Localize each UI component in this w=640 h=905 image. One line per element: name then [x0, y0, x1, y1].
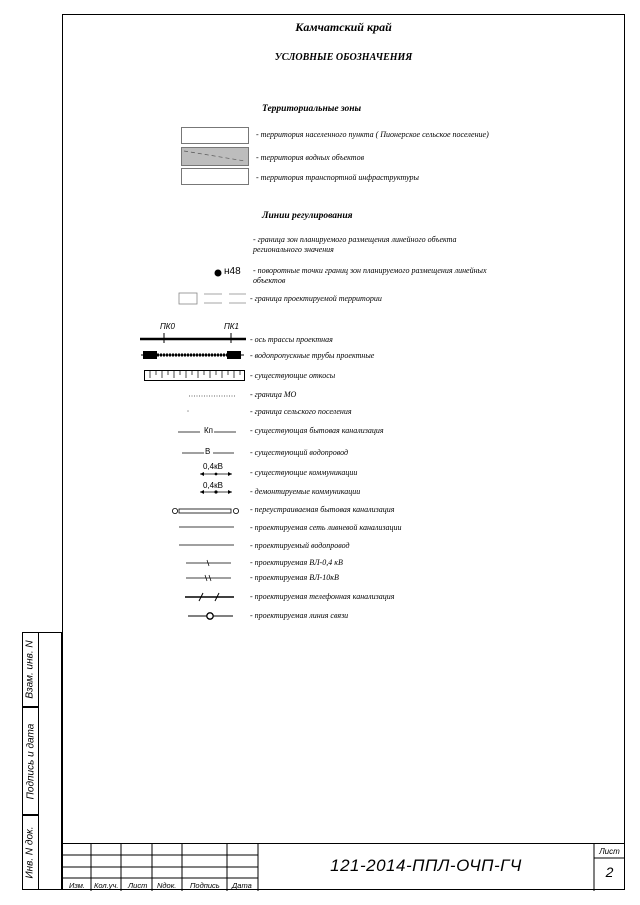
side-label-inventory: Инв. N док.	[25, 826, 36, 879]
zones-section-title: Территориальные зоны	[262, 104, 362, 114]
vl04-symbol	[186, 559, 232, 567]
col-ndok: Nдок.	[157, 881, 177, 890]
col-data: Дата	[232, 881, 252, 890]
pk1-label: ПК1	[224, 322, 239, 331]
slopes-label: - существующие откосы	[250, 371, 336, 380]
sheet-number: 2	[605, 864, 614, 880]
lines-section-title: Линии регулирования	[262, 211, 353, 221]
existing-sewer-code: Кп	[204, 426, 213, 435]
territory-boundary-label: - граница проектируемой территории	[250, 294, 382, 303]
col-podpis: Подпись	[190, 881, 220, 890]
side-label-signature: Подпись и дата	[25, 723, 36, 799]
storm-sewer-label: - проектируемая сеть ливневой канализации	[250, 523, 402, 532]
existing-comm-label: - существующие коммуникации	[250, 468, 358, 477]
road-axis-symbol	[140, 330, 248, 344]
mo-boundary-label: - граница МО	[250, 390, 297, 399]
zone-water-swatch	[181, 147, 249, 166]
zone-water-label: - территория водных объектов	[256, 153, 365, 162]
pk0-label: ПК0	[160, 322, 175, 331]
demolish-comm-code: 0,4кВ	[203, 481, 223, 490]
zone-transport-label: - территория транспортной инфраструктуры	[256, 173, 419, 182]
rebuilt-sewer-label: - переустраиваемая бытовая канализация	[250, 505, 395, 514]
comm-line-label: - проектируемая линия связи	[250, 611, 349, 620]
vl10-label: - проектируемая ВЛ-10кВ	[250, 573, 339, 582]
col-kol: Кол.уч.	[94, 881, 119, 890]
region-title: Камчатский край	[295, 20, 392, 34]
side-stamp-column	[39, 632, 62, 890]
vl10-symbol	[186, 574, 232, 582]
rebuilt-sewer-symbol	[171, 506, 241, 516]
mo-boundary-symbol	[189, 393, 237, 399]
col-list: Лист	[128, 881, 148, 890]
zone-settlement-label: - территория населенного пункта ( Пионерское сельское поселение)	[256, 130, 489, 139]
existing-comm-code: 0,4кВ	[203, 462, 223, 471]
storm-sewer-symbol	[179, 524, 235, 530]
zone-transport-swatch	[181, 168, 249, 185]
comm-line-symbol	[188, 611, 234, 621]
existing-comm-symbol	[200, 471, 234, 477]
side-label-replace: Взам. инв. N	[25, 640, 36, 699]
existing-sewer-label: - существующая бытовая канализация	[250, 426, 384, 435]
demolish-comm-symbol	[200, 489, 234, 495]
turn-point-label: - поворотные точки границ зон планируемого размещения линейных объектов	[253, 266, 487, 285]
phone-duct-label: - проектируемая телефонная канализация	[250, 592, 395, 601]
col-izm: Изм.	[69, 881, 85, 890]
title-block	[62, 843, 625, 891]
demolish-comm-label: - демонтируемые коммуникации	[250, 487, 361, 496]
existing-water-label: - существующий водопровод	[250, 448, 349, 457]
new-water-symbol	[179, 542, 235, 548]
zone-settlement-swatch	[181, 127, 249, 144]
new-water-label: - проектируемый водопровод	[250, 541, 350, 550]
culvert-label: - водопропускные трубы проектные	[250, 351, 375, 360]
vl04-label: - проектируемая ВЛ-0,4 кВ	[250, 558, 343, 567]
existing-water-code: В	[205, 447, 211, 456]
settlement-boundary-symbol	[185, 408, 191, 414]
culvert-symbol	[141, 349, 245, 361]
turn-point-marker	[213, 268, 223, 278]
settlement-boundary-label: - граница сельского поселения	[250, 407, 352, 416]
legend-title: УСЛОВНЫЕ ОБОЗНАЧЕНИЯ	[274, 52, 413, 63]
sheet-label: Лист	[599, 847, 620, 856]
road-axis-label: - ось трассы проектная	[250, 335, 333, 344]
drawing-code: 121-2014-ППЛ-ОЧП-ГЧ	[330, 856, 522, 875]
slopes-symbol	[144, 370, 246, 382]
turn-point-code: н48	[224, 266, 241, 277]
line-zone-boundary-label: - граница зон планируемого размещения линейного объекта регионального значения	[253, 235, 457, 254]
phone-duct-symbol	[185, 592, 235, 602]
territory-boundary-symbol	[176, 291, 248, 307]
